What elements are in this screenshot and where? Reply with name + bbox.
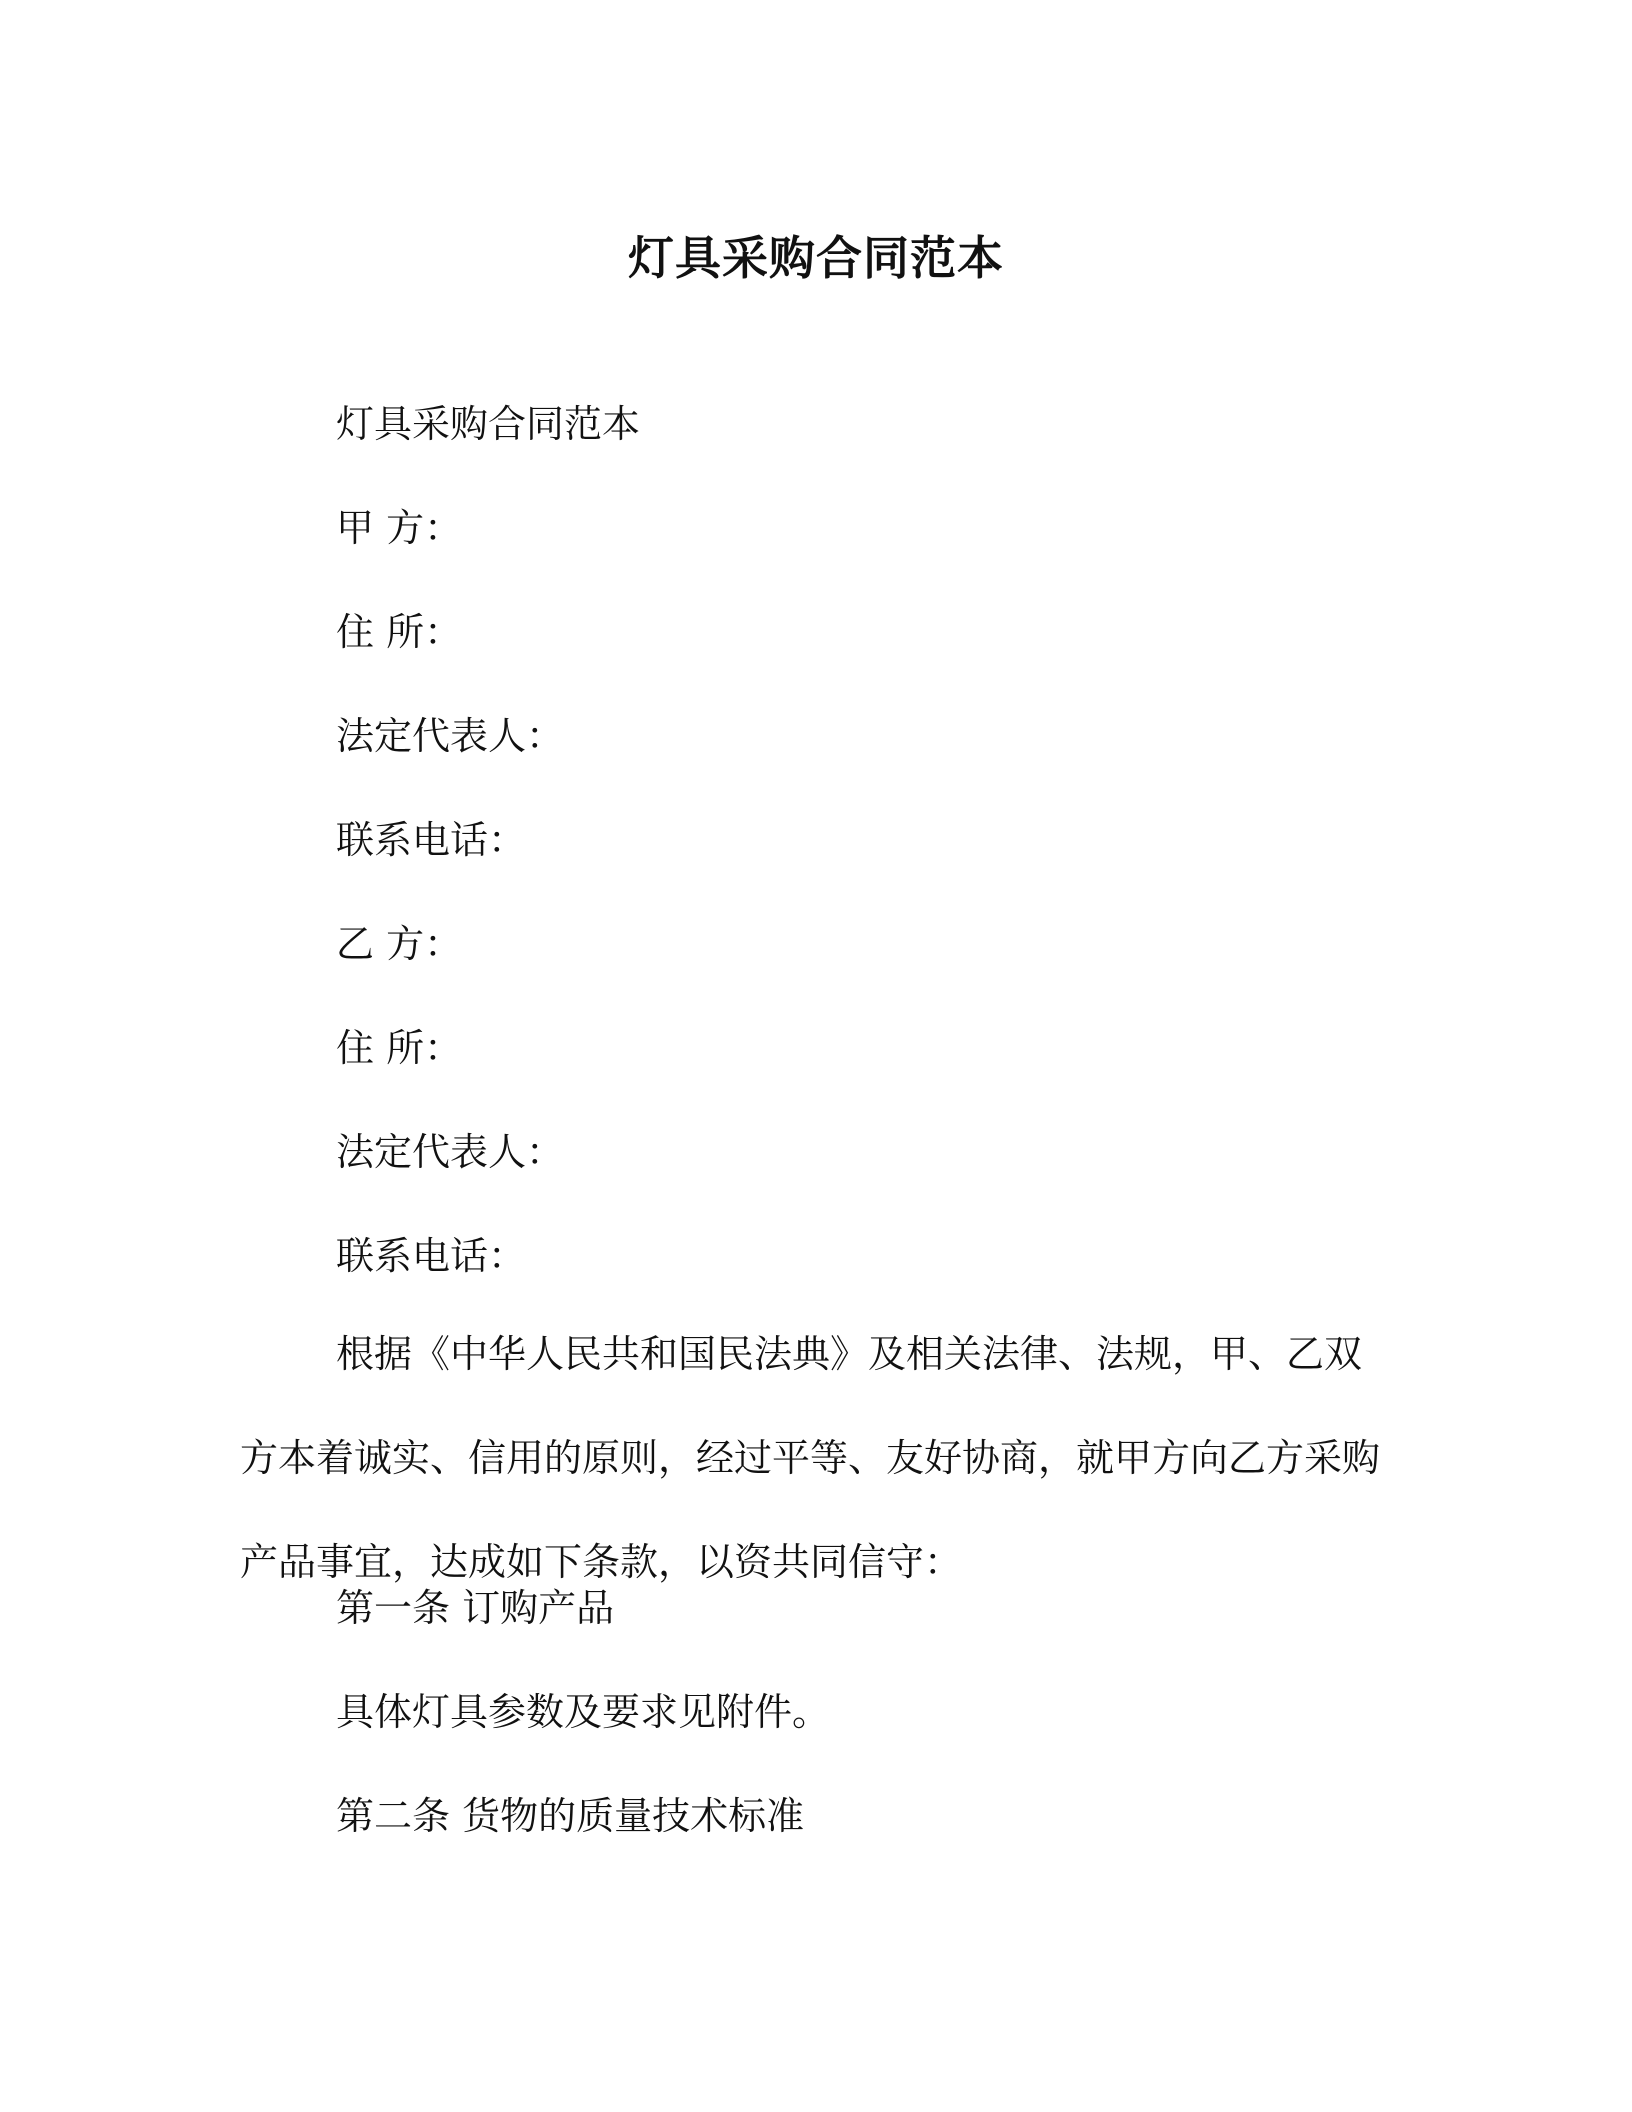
party-a-phone: 联系电话： xyxy=(336,818,527,862)
article-1-heading: 第一条 订购产品 xyxy=(336,1586,615,1630)
party-b-address: 住 所： xyxy=(336,1026,463,1070)
party-b-label: 乙 方： xyxy=(336,922,463,966)
party-a-label: 甲 方： xyxy=(336,506,463,550)
article-1-body: 具体灯具参数及要求见附件。 xyxy=(336,1690,831,1734)
party-b-representative: 法定代表人： xyxy=(336,1130,565,1174)
party-b-phone: 联系电话： xyxy=(336,1234,527,1278)
party-a-representative: 法定代表人： xyxy=(336,714,565,758)
article-2-heading: 第二条 货物的质量技术标准 xyxy=(336,1794,805,1838)
document-subtitle: 灯具采购合同范本 xyxy=(336,402,641,446)
document-title: 灯具采购合同范本 xyxy=(628,231,1004,285)
preamble-paragraph: 根据《中华人民共和国民法典》及相关法律、法规，甲、乙双方本着诚实、信用的原则，经过平等、友好协商，就甲方向乙方采购产品事宜，达成如下条款，以资共同信守： xyxy=(240,1332,1381,1584)
party-a-address: 住 所： xyxy=(336,610,463,654)
